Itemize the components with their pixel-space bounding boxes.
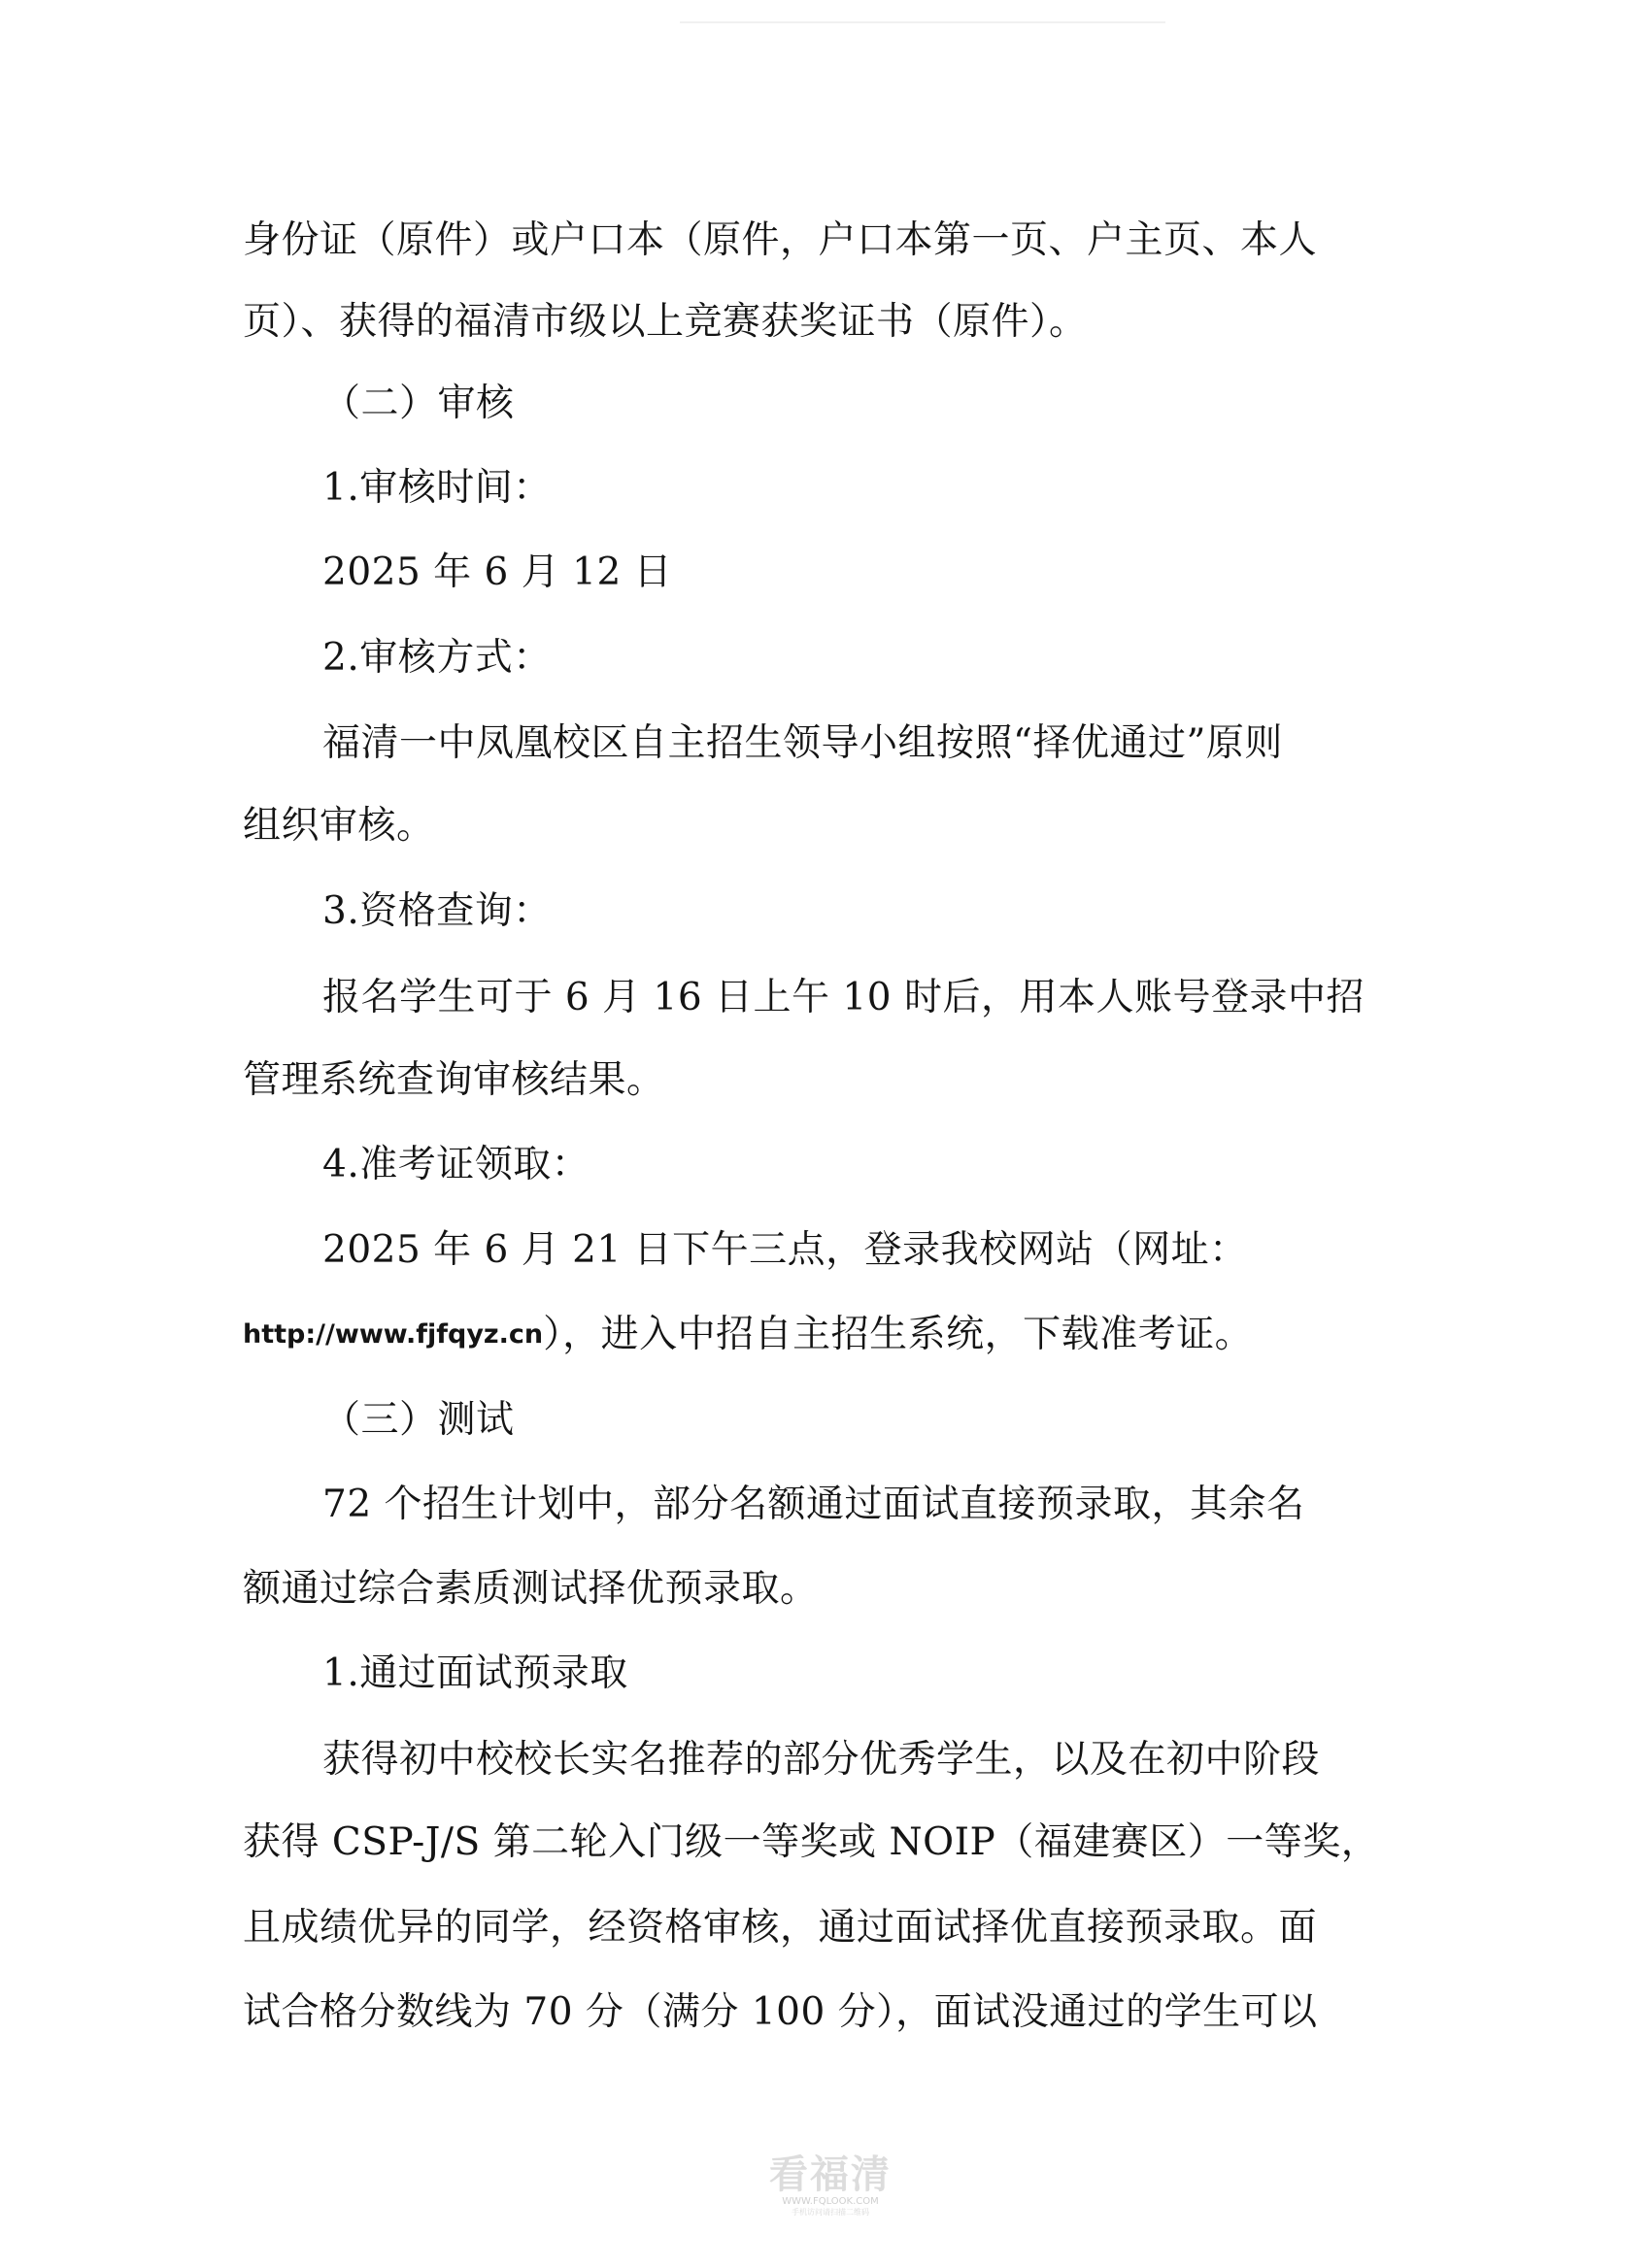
body-line: 管理系统查询审核结果。 (243, 1058, 665, 1102)
watermark-url: WWW.FQLOOK.COM (782, 2196, 879, 2207)
body-line: 额通过综合素质测试择优预录取。 (243, 1567, 819, 1611)
body-line: 获得 CSP-J/S 第二轮入门级一等奖或 NOIP（福建赛区）一等奖， (243, 1820, 1380, 1864)
sub-heading: 1.通过面试预录取 (322, 1651, 628, 1695)
watermark-note: 手机访问请扫描二维码 (792, 2208, 869, 2217)
sub-heading: 1.审核时间： (322, 466, 552, 510)
body-line: 72 个招生计划中，部分名额通过面试直接预录取，其余名 (322, 1483, 1305, 1526)
sub-heading: 3.资格查询： (322, 889, 552, 933)
body-text: ），进入中招自主招生系统，下载准考证。 (543, 1313, 1254, 1356)
body-line (243, 1308, 1253, 1362)
scan-artifact (680, 21, 1165, 23)
body-line: 页）、获得的福清市级以上竞赛获奖证书（原件）。 (243, 300, 1088, 344)
watermark (758, 2153, 903, 2218)
body-line: 福清一中凤凰校区自主招生领导小组按照“择优通过”原则 (322, 721, 1283, 765)
body-line: 报名学生可于 6 月 16 日上午 10 时后，用本人账号登录中招 (322, 976, 1365, 1019)
watermark-title: 看福清 (769, 2152, 892, 2197)
body-line: 2025 年 6 月 12 日 (322, 550, 673, 594)
body-line: 组织审核。 (243, 804, 435, 848)
body-line: 且成绩优异的同学，经资格审核，通过面试择优直接预录取。面 (243, 1906, 1318, 1950)
sub-heading: 4.准考证领取： (322, 1143, 590, 1186)
body-line: 试合格分数线为 70 分（满分 100 分），面试没通过的学生可以 (243, 1990, 1318, 2034)
body-line: 2025 年 6 月 21 日下午三点，登录我校网站（网址： (322, 1228, 1248, 1272)
website-url: http://www.fjfqyz.cn (243, 1319, 544, 1350)
body-line: 获得初中校校长实名推荐的部分优秀学生，以及在初中阶段 (322, 1738, 1321, 1782)
sub-heading: 2.审核方式： (322, 636, 552, 680)
body-line: 身份证（原件）或户口本（原件，户口本第一页、户主页、本人 (243, 218, 1318, 262)
section-heading: （三）测试 (322, 1398, 515, 1442)
section-heading: （二）审核 (322, 382, 515, 425)
